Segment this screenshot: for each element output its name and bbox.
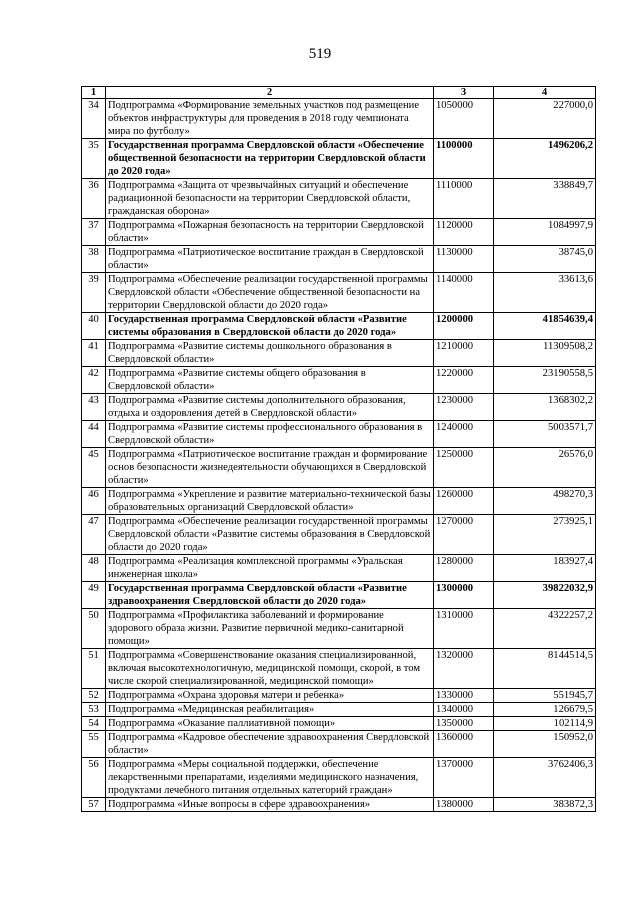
row-name: Государственная программа Свердловской области «Развитие системы образования в Свердловской области до 2020 года» <box>106 313 434 340</box>
column-header: 3 <box>434 87 494 99</box>
row-code: 1310000 <box>434 609 494 649</box>
row-number: 47 <box>82 515 106 555</box>
row-number: 57 <box>82 798 106 812</box>
row-number: 52 <box>82 689 106 703</box>
row-number: 37 <box>82 219 106 246</box>
table-header-row <box>82 87 596 99</box>
table-row <box>82 731 596 758</box>
column-header: 4 <box>494 87 596 99</box>
budget-table <box>81 86 596 812</box>
row-name: Подпрограмма «Обеспечение реализации государственной программы Свердловской области «Обеспечение общественной безопасности на территории Свердловской области до 2020 года» <box>106 273 434 313</box>
table-row <box>82 139 596 179</box>
row-amount: 338849,7 <box>494 179 596 219</box>
row-code: 1300000 <box>434 582 494 609</box>
row-code: 1200000 <box>434 313 494 340</box>
row-amount: 5003571,7 <box>494 421 596 448</box>
table-row <box>82 609 596 649</box>
row-code: 1140000 <box>434 273 494 313</box>
row-number: 38 <box>82 246 106 273</box>
row-name: Подпрограмма «Оказание паллиативной помощи» <box>106 717 434 731</box>
row-number: 55 <box>82 731 106 758</box>
table-row <box>82 703 596 717</box>
row-amount: 39822032,9 <box>494 582 596 609</box>
row-name: Подпрограмма «Укрепление и развитие материально-технической базы образовательных организаций Свердловской области» <box>106 488 434 515</box>
row-number: 41 <box>82 340 106 367</box>
row-number: 42 <box>82 367 106 394</box>
row-name: Подпрограмма «Развитие системы общего образования в Свердловской области» <box>106 367 434 394</box>
row-name: Подпрограмма «Медицинская реабилитация» <box>106 703 434 717</box>
row-number: 35 <box>82 139 106 179</box>
row-amount: 38745,0 <box>494 246 596 273</box>
table-row <box>82 219 596 246</box>
row-amount: 126679,5 <box>494 703 596 717</box>
table-row <box>82 798 596 812</box>
row-name: Государственная программа Свердловской области «Развитие здравоохранения Свердловской области до 2020 года» <box>106 582 434 609</box>
row-name: Подпрограмма «Патриотическое воспитание граждан в Свердловской области» <box>106 246 434 273</box>
row-code: 1330000 <box>434 689 494 703</box>
row-number: 54 <box>82 717 106 731</box>
row-code: 1110000 <box>434 179 494 219</box>
table-row <box>82 340 596 367</box>
row-code: 1380000 <box>434 798 494 812</box>
table-row <box>82 367 596 394</box>
row-number: 50 <box>82 609 106 649</box>
table-row <box>82 689 596 703</box>
row-code: 1230000 <box>434 394 494 421</box>
row-number: 49 <box>82 582 106 609</box>
row-name: Подпрограмма «Защита от чрезвычайных ситуаций и обеспечение радиационной безопасности на территории Свердловской области, гражданская оборона» <box>106 179 434 219</box>
table-row <box>82 179 596 219</box>
row-name: Подпрограмма «Кадровое обеспечение здравоохранения Свердловской области» <box>106 731 434 758</box>
row-code: 1250000 <box>434 448 494 488</box>
row-code: 1320000 <box>434 649 494 689</box>
table-row <box>82 555 596 582</box>
row-name: Подпрограмма «Меры социальной поддержки, обеспечение лекарственными препаратами, изделиями медицинского назначения, продуктами лечебного питания отдельных категорий граждан» <box>106 758 434 798</box>
row-amount: 3762406,3 <box>494 758 596 798</box>
row-code: 1100000 <box>434 139 494 179</box>
row-number: 43 <box>82 394 106 421</box>
row-amount: 183927,4 <box>494 555 596 582</box>
row-name: Подпрограмма «Развитие системы дополнительного образования, отдыха и оздоровления детей в Свердловской области» <box>106 394 434 421</box>
row-amount: 11309508,2 <box>494 340 596 367</box>
row-code: 1120000 <box>434 219 494 246</box>
row-amount: 551945,7 <box>494 689 596 703</box>
row-amount: 8144514,5 <box>494 649 596 689</box>
row-name: Подпрограмма «Патриотическое воспитание граждан и формирование основ безопасности жизнедеятельности обучающихся в Свердловской области» <box>106 448 434 488</box>
row-code: 1130000 <box>434 246 494 273</box>
row-name: Подпрограмма «Реализация комплексной программы «Уральская инженерная школа» <box>106 555 434 582</box>
row-code: 1240000 <box>434 421 494 448</box>
row-amount: 498270,3 <box>494 488 596 515</box>
row-code: 1270000 <box>434 515 494 555</box>
row-amount: 227000,0 <box>494 99 596 139</box>
row-amount: 41854639,4 <box>494 313 596 340</box>
row-amount: 150952,0 <box>494 731 596 758</box>
row-code: 1370000 <box>434 758 494 798</box>
row-number: 34 <box>82 99 106 139</box>
table-row <box>82 717 596 731</box>
row-code: 1280000 <box>434 555 494 582</box>
table-body <box>82 99 596 812</box>
row-name: Подпрограмма «Развитие системы профессионального образования в Свердловской области» <box>106 421 434 448</box>
row-code: 1050000 <box>434 99 494 139</box>
row-name: Подпрограмма «Иные вопросы в сфере здравоохранения» <box>106 798 434 812</box>
row-code: 1210000 <box>434 340 494 367</box>
table-row <box>82 99 596 139</box>
table-row <box>82 246 596 273</box>
row-name: Подпрограмма «Пожарная безопасность на территории Свердловской области» <box>106 219 434 246</box>
row-name: Подпрограмма «Формирование земельных участков под размещение объектов инфраструктуры для проведения в 2018 году чемпионата мира по футболу» <box>106 99 434 139</box>
row-name: Государственная программа Свердловской области «Обеспечение общественной безопасности на территории Свердловской области до 2020 года» <box>106 139 434 179</box>
row-code: 1360000 <box>434 731 494 758</box>
row-amount: 23190558,5 <box>494 367 596 394</box>
table-row <box>82 313 596 340</box>
row-code: 1220000 <box>434 367 494 394</box>
row-amount: 26576,0 <box>494 448 596 488</box>
row-code: 1350000 <box>434 717 494 731</box>
row-code: 1340000 <box>434 703 494 717</box>
row-name: Подпрограмма «Профилактика заболеваний и формирование здорового образа жизни. Развитие первичной медико-санитарной помощи» <box>106 609 434 649</box>
row-number: 56 <box>82 758 106 798</box>
table-row <box>82 394 596 421</box>
row-amount: 1496206,2 <box>494 139 596 179</box>
table-row <box>82 649 596 689</box>
row-amount: 1368302,2 <box>494 394 596 421</box>
column-header: 1 <box>82 87 106 99</box>
row-number: 39 <box>82 273 106 313</box>
row-number: 45 <box>82 448 106 488</box>
row-number: 44 <box>82 421 106 448</box>
row-amount: 102114,9 <box>494 717 596 731</box>
row-number: 46 <box>82 488 106 515</box>
row-name: Подпрограмма «Охрана здоровья матери и ребенка» <box>106 689 434 703</box>
table-row <box>82 448 596 488</box>
table-row <box>82 488 596 515</box>
page-number: 519 <box>308 46 332 62</box>
row-amount: 273925,1 <box>494 515 596 555</box>
row-number: 53 <box>82 703 106 717</box>
row-number: 48 <box>82 555 106 582</box>
row-number: 51 <box>82 649 106 689</box>
table-row <box>82 758 596 798</box>
table-row <box>82 273 596 313</box>
table-row <box>82 515 596 555</box>
table-row <box>82 582 596 609</box>
column-header: 2 <box>106 87 434 99</box>
row-name: Подпрограмма «Развитие системы дошкольного образования в Свердловской области» <box>106 340 434 367</box>
table-row <box>82 421 596 448</box>
row-number: 40 <box>82 313 106 340</box>
row-code: 1260000 <box>434 488 494 515</box>
row-amount: 1084997,9 <box>494 219 596 246</box>
row-name: Подпрограмма «Обеспечение реализации государственной программы Свердловской области «Развитие системы образования в Свердловской области до 2020 года» <box>106 515 434 555</box>
row-amount: 383872,3 <box>494 798 596 812</box>
row-amount: 33613,6 <box>494 273 596 313</box>
row-name: Подпрограмма «Совершенствование оказания специализированной, включая высокотехнологичную, медицинской помощи, скорой, в том числе скорой специализированной, медицинской помощи» <box>106 649 434 689</box>
row-amount: 4322257,2 <box>494 609 596 649</box>
row-number: 36 <box>82 179 106 219</box>
